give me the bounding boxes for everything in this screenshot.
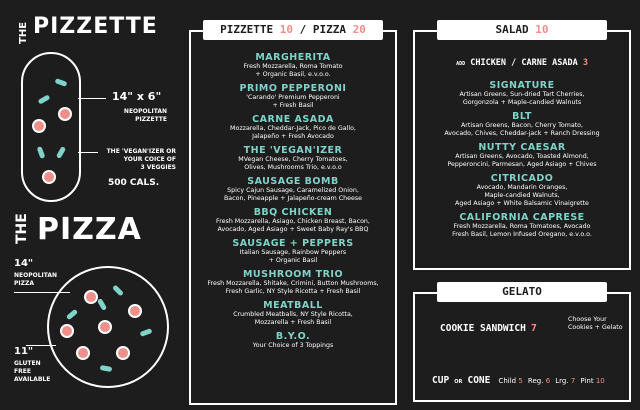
menu-item [415,173,629,208]
pizzette-title: PIZZETTE [33,14,158,39]
pizzette-calories: 500 CALS. [108,178,160,188]
cone-label: CONE [467,375,491,386]
menu-item-desc: Italian Sausage, Rainbow Peppers + Organic Basil [239,249,347,264]
menu-item-desc: Fresh Mozzarella, Asiago, Chicken Breast, Bacon, Avocado, Aged Asiago + Sweet Baby Ray's BBQ [216,218,370,233]
menu-item [191,300,395,327]
menu-item-name: CALIFORNIA CAPRESE [459,212,585,223]
menu-item-desc: Spicy Cajun Sausage, Caramelized Onion, Bacon, Pineapple + Jalapeño-cream Cheese [223,187,362,202]
add-protein-text: CHICKEN / CARNE ASADA [470,58,578,68]
menu-item [191,176,395,203]
pepperoni-icon [98,320,112,334]
pizzette-price: 10 [279,23,293,36]
pizza-gf-note: GLUTEN FREE AVAILABLE [14,360,51,383]
pizza-the-label: THE [14,213,30,244]
menu-item [191,114,395,141]
pizzette-size: 14" x 6" [112,90,162,103]
menu-item-desc: Artisan Greens, Sun-dried Tart Cherries, Gorgonzola + Maple-candied Walnuts [459,91,585,106]
pepperoni-icon [84,290,98,304]
callout-line [78,98,106,99]
size-option: Reg. 6 [527,377,551,385]
size-option: Child 5 [498,377,523,385]
menu-item-desc: Your Choice of 3 Toppings [252,342,334,349]
menu-item [191,269,395,296]
pepperoni-icon [60,324,74,338]
menu-item-name: BBQ CHICKEN [253,207,333,218]
pizza-price: 20 [352,23,366,36]
menu-item [415,212,629,239]
pizza-style: NEOPOLITAN PIZZA [14,272,58,287]
menu-item [415,111,629,138]
pepperoni-icon [58,107,72,121]
callout-line [78,152,98,153]
menu-item-desc: 'Carando' Premium Pepperoni + Fresh Basil [246,94,340,109]
menu-item [415,142,629,169]
salad-menu-header [437,20,607,40]
menu-item-name: BLT [512,111,532,122]
gelato-header-label: GELATO [502,285,542,298]
menu-item-name: NUTTY CAESAR [478,142,566,153]
pizza-header-label: PIZZA [312,23,346,36]
menu-item-desc: Mozzarella, Cheddar-Jack, Pico de Gallo, Jalapeño + Fresh Avocado [230,125,356,140]
menu-item-desc: Fresh Mozzarella, Roma Tomato + Organic Basil, e.v.o.o. [243,63,343,78]
pizza-gf-size: 11" [14,346,34,357]
cookie-sandwich-row [440,316,625,335]
pizza-menu-header [203,20,383,40]
cup-cone-row [432,368,628,387]
menu-item-desc: Avocado, Mandarin Oranges, Maple-candied Walnuts, Aged Asiago + White Balsamic Vinaigrette [455,184,589,207]
salad-items-list [415,80,629,239]
menu-item-desc: MVegan Cheese, Cherry Tomatoes, Olives, Mushrooms Trio, e.v.o.o [238,156,348,171]
callout-line [14,292,70,293]
size-option: Pint 10 [580,377,605,385]
pizza-title: PIZZA [37,212,142,247]
menu-item-name: CARNE ASADA [252,114,334,125]
pizza-size: 14" [14,258,34,269]
pizzette-header-label: PIZZETTE [220,23,274,36]
size-option: Lrg. 7 [555,377,576,385]
menu-item [191,207,395,234]
menu-item [191,83,395,110]
menu-item-desc: Crumbled Meatballs, NY Style Ricotta, Mozzarella + Fresh Basil [233,311,353,326]
menu-item-name: THE 'VEGAN'IZER [243,145,343,156]
pepperoni-icon [128,304,142,318]
pepperoni-icon [76,346,90,360]
cup-or-label: OR [454,379,463,385]
menu-item-name: MARGHERITA [255,52,331,63]
pizzette-style: NEOPOLITAN PIZZETTE [123,108,167,123]
cookie-sandwich-name: COOKIE SANDWICH [440,323,526,334]
add-protein-price: 3 [582,58,588,68]
menu-item-name: MUSHROOM TRIO [242,269,344,280]
pizzette-the-label: THE [18,21,29,44]
header-separator: / [299,23,307,36]
gelato-menu-header [437,282,607,302]
menu-item [191,331,395,350]
menu-item-desc: Fresh Mozzarella, Roma Tomatoes, Avocado Fresh Basil, Lemon Infused Oregano, e.v.o.o. [452,223,592,238]
menu-item-name: B.Y.O. [275,331,311,342]
left-illustration-column [0,0,180,410]
menu-item-name: SIGNATURE [489,80,555,91]
menu-item-name: SAUSAGE + PEPPERS [232,238,354,249]
menu-item-name: CITRICADO [490,173,554,184]
cookie-sandwich-price: 7 [530,323,537,334]
menu-item-name: PRIMO PEPPERONI [239,83,347,94]
add-label: ADD [456,61,466,67]
cup-label: CUP [432,375,450,386]
menu-item [191,145,395,172]
salad-add-protein [415,58,629,68]
menu-item [415,80,629,107]
menu-item-name: SAUSAGE BOMB [247,176,339,187]
cookie-sandwich-desc: Choose Your Cookies + Gelato [568,316,623,331]
pepperoni-icon [42,170,56,184]
menu-item-desc: Artisan Greens, Bacon, Cherry Tomato, Avocado, Chives, Cheddar-jack + Ranch Dressing [444,122,600,137]
pizzette-veggie-note: THE 'VEGAN'IZER OR YOUR COICE OF 3 VEGGIES [106,148,176,171]
menu-item-desc: Fresh Mozzarella, Shitake, Crimini, Button Mushrooms, Fresh Garlic, NY Style Ricotta + Fresh Basil [207,280,379,295]
menu-item [191,238,395,265]
pepperoni-icon [32,119,46,133]
callout-line [26,345,56,346]
pizza-items-list [191,52,395,350]
salad-price: 10 [535,23,549,36]
menu-item-name: MEATBALL [263,300,323,311]
pepperoni-icon [116,346,130,360]
salad-header-label: SALAD [495,23,529,36]
menu-item [191,52,395,79]
menu-item-desc: Artisan Greens, Avocado, Toasted Almond, Pepperoncini, Parmesan, Aged Asiago + Chives [447,153,597,168]
